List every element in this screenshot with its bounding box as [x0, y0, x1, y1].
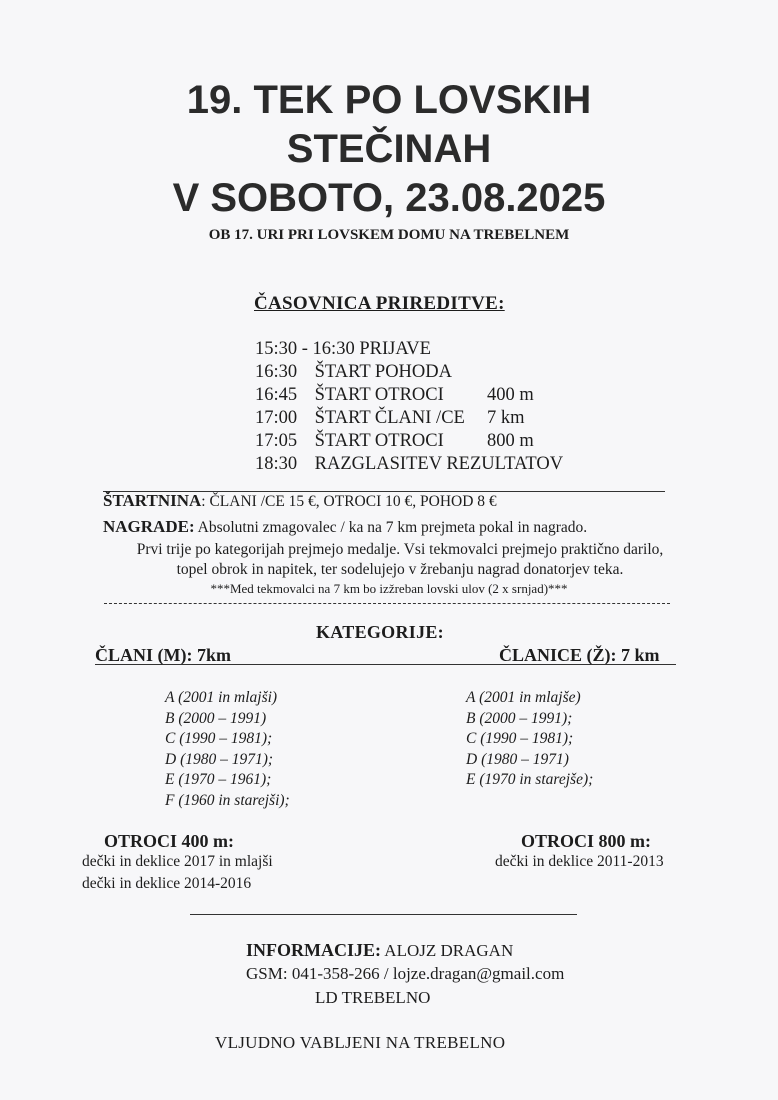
- list-item: E (1970 – 1961);: [165, 771, 272, 788]
- schedule-row: [255, 384, 563, 407]
- schedule-time: 16:45: [255, 385, 298, 405]
- contact-line: [246, 940, 513, 961]
- schedule-event: ŠTART OTROCI: [314, 431, 444, 451]
- schedule-row: [255, 338, 563, 361]
- list-item: A (2001 in mlajše): [466, 689, 581, 706]
- list-item: C (1990 – 1981);: [466, 730, 574, 747]
- schedule-time: 17:05: [255, 431, 298, 451]
- categories-heading: KATEGORIJE:: [316, 622, 444, 642]
- prizes-meal: topel obrok in napitek, ter sodelujejo v žrebanju nagrad donatorjev teka.: [176, 561, 624, 578]
- contact-gsm: GSM: 041-358-266 / lojze.dragan@gmail.com: [246, 964, 565, 983]
- prizes-medals: Prvi trije po kategorijah prejmejo medalje. Vsi tekmovalci prejmejo praktično darilo,: [136, 541, 664, 558]
- schedule-row: [255, 407, 563, 430]
- men-category-list: [165, 688, 290, 811]
- kids-800-line: dečki in deklice 2011-2013: [495, 853, 664, 870]
- fees-label: ŠTARTNINA: [103, 491, 202, 510]
- schedule-time: 18:30: [255, 454, 298, 474]
- contact-club: LD TREBELNO: [315, 988, 431, 1007]
- fees-text: : ČLANI /CE 15 €, OTROCI 10 €, POHOD 8 €: [201, 493, 497, 510]
- list-item: D (1980 – 1971);: [165, 750, 274, 768]
- list-item: C (1990 – 1981);: [165, 730, 273, 747]
- list-item: B (2000 – 1991);: [466, 709, 573, 727]
- title-line-1: 19. TEK PO LOVSKIH: [186, 78, 592, 122]
- lottery-note: ***Med tekmovalci na 7 km bo izžreban lovski ulov (2 x srnjad)***: [210, 581, 568, 596]
- categories-underline: [95, 664, 676, 665]
- schedule-event: PRIJAVE: [359, 339, 431, 359]
- schedule-row: [255, 430, 563, 453]
- list-item: F (1960 in starejši);: [165, 791, 290, 809]
- schedule-event: ŠTART POHODA: [314, 362, 453, 382]
- closing-line: VLJUDNO VABLJENI NA TREBELNO: [215, 1033, 506, 1052]
- schedule-time: 17:00: [255, 408, 298, 428]
- schedule-event: ŠTART ČLANI /CE: [314, 408, 465, 428]
- schedule-time: 15:30 - 16:30: [255, 339, 355, 359]
- title-line-3: V SOBOTO, 23.08.2025: [172, 176, 606, 220]
- kids-400-line: dečki in deklice 2014-2016: [82, 875, 252, 892]
- schedule-event: RAZGLASITEV REZULTATOV: [314, 454, 564, 474]
- kids-800-heading: OTROCI 800 m:: [521, 831, 651, 851]
- schedule-row: [255, 361, 563, 384]
- kids-400-line: dečki in deklice 2017 in mlajši: [82, 853, 273, 870]
- kids-400-heading: OTROCI 400 m:: [104, 831, 234, 851]
- divider-line: [190, 914, 577, 915]
- schedule-distance: 400 m: [487, 385, 534, 405]
- schedule-list: [255, 338, 563, 476]
- contact-label: INFORMACIJE:: [246, 940, 381, 960]
- women-category-list: [466, 688, 593, 791]
- schedule-time: 16:30: [255, 362, 298, 382]
- schedule-distance: 800 m: [487, 431, 534, 451]
- dashed-divider: [104, 603, 670, 604]
- list-item: A (2001 in mlajši): [165, 689, 278, 706]
- prizes-line: [103, 517, 587, 537]
- schedule-row: [255, 453, 563, 476]
- list-item: D (1980 – 1971): [466, 750, 569, 768]
- schedule-heading: ČASOVNICA PRIREDITVE:: [254, 293, 505, 314]
- title-line-2: STEČINAH: [286, 127, 492, 171]
- women-heading: ČLANICE (Ž): 7 km: [499, 645, 660, 665]
- contact-name: ALOJZ DRAGAN: [381, 941, 514, 960]
- list-item: E (1970 in starejše);: [466, 771, 594, 788]
- fees-line: [103, 491, 497, 511]
- schedule-event: ŠTART OTROCI: [314, 385, 444, 405]
- men-heading: ČLANI (M): 7km: [95, 645, 231, 665]
- schedule-distance: 7 km: [487, 408, 525, 428]
- subtitle: OB 17. URI PRI LOVSKEM DOMU NA TREBELNEM: [208, 227, 570, 243]
- prizes-label: NAGRADE:: [103, 517, 195, 536]
- prizes-text: Absolutni zmagovalec / ka na 7 km prejmeta pokal in nagrado.: [194, 519, 588, 536]
- list-item: B (2000 – 1991): [165, 709, 267, 727]
